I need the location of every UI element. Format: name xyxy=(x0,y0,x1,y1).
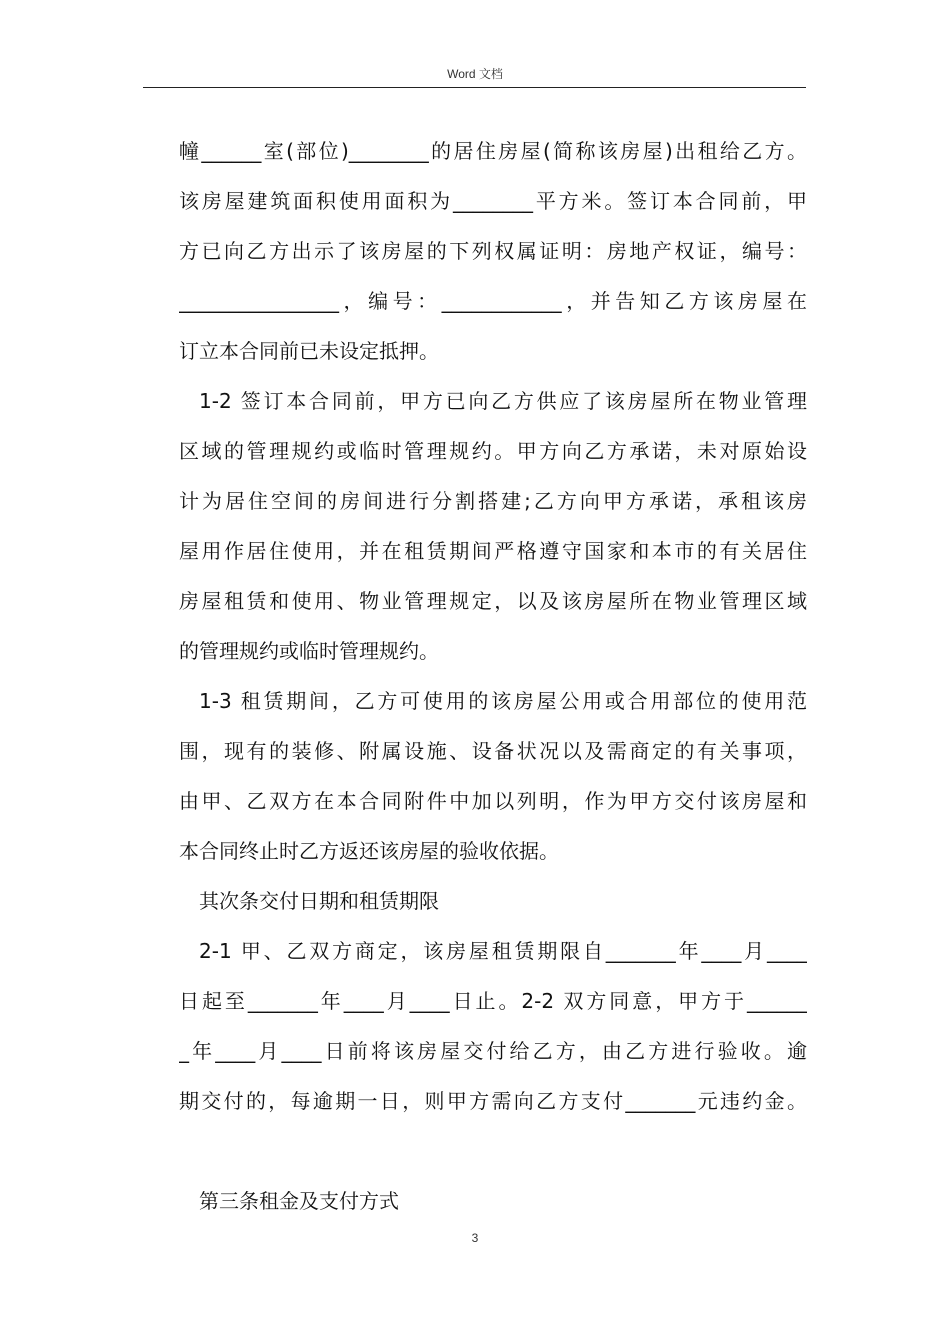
text-line: 的管理规约或临时管理规约。 xyxy=(179,639,439,663)
text-line: 本合同终止时乙方返还该房屋的验收依据。 xyxy=(179,839,559,863)
text-line: 该房屋建筑面积使用面积为________平方米。签订本合同前，甲 xyxy=(179,189,807,213)
clause-1-2-first-line: 1-2 签订本合同前，甲方已向乙方供应了该房屋所在物业管理 xyxy=(199,389,807,413)
section-heading-2: 其次条交付日期和租赁期限 xyxy=(199,889,439,913)
clause-2-1-first-line: 2-1 甲、乙双方商定，该房屋租赁期限自_______年____月____ xyxy=(199,939,807,963)
text-line: ________________，编号：____________，并告知乙方该房屋在 xyxy=(179,289,807,313)
document-body xyxy=(179,126,807,1226)
text-line: 方已向乙方出示了该房屋的下列权属证明：房地产权证，编号： xyxy=(179,239,807,263)
text-line: 计为居住空间的房间进行分割搭建;乙方向甲方承诺，承租该房 xyxy=(179,489,807,513)
header-rule xyxy=(143,87,806,88)
text-line: 期交付的，每逾期一日，则甲方需向乙方支付_______元违约金。 xyxy=(179,1089,807,1113)
page-header: Word 文档 xyxy=(447,67,503,81)
text-line: 日起至_______年____月____日止。2-2 双方同意，甲方于______ xyxy=(179,989,807,1013)
text-line: 订立本合同前已未设定抵押。 xyxy=(179,339,439,363)
paragraph-gap xyxy=(179,1126,807,1176)
text-line: _年____月____日前将该房屋交付给乙方，由乙方进行验收。逾 xyxy=(179,1039,807,1063)
section-heading-3: 第三条租金及支付方式 xyxy=(199,1189,399,1213)
text-line: 房屋租赁和使用、物业管理规定，以及该房屋所在物业管理区域 xyxy=(179,589,807,613)
text-line: 围，现有的装修、附属设施、设备状况以及需商定的有关事项， xyxy=(179,739,807,763)
text-line: 由甲、乙双方在本合同附件中加以列明，作为甲方交付该房屋和 xyxy=(179,789,807,813)
clause-1-3-first-line: 1-3 租赁期间，乙方可使用的该房屋公用或合用部位的使用范 xyxy=(199,689,807,713)
page-number: 3 xyxy=(471,1231,479,1245)
text-line: 区域的管理规约或临时管理规约。甲方向乙方承诺，未对原始设 xyxy=(179,439,807,463)
text-line: 幢______室(部位)________的居住房屋(简称该房屋)出租给乙方。 xyxy=(179,139,807,163)
text-line: 屋用作居住使用，并在租赁期间严格遵守国家和本市的有关居住 xyxy=(179,539,807,563)
